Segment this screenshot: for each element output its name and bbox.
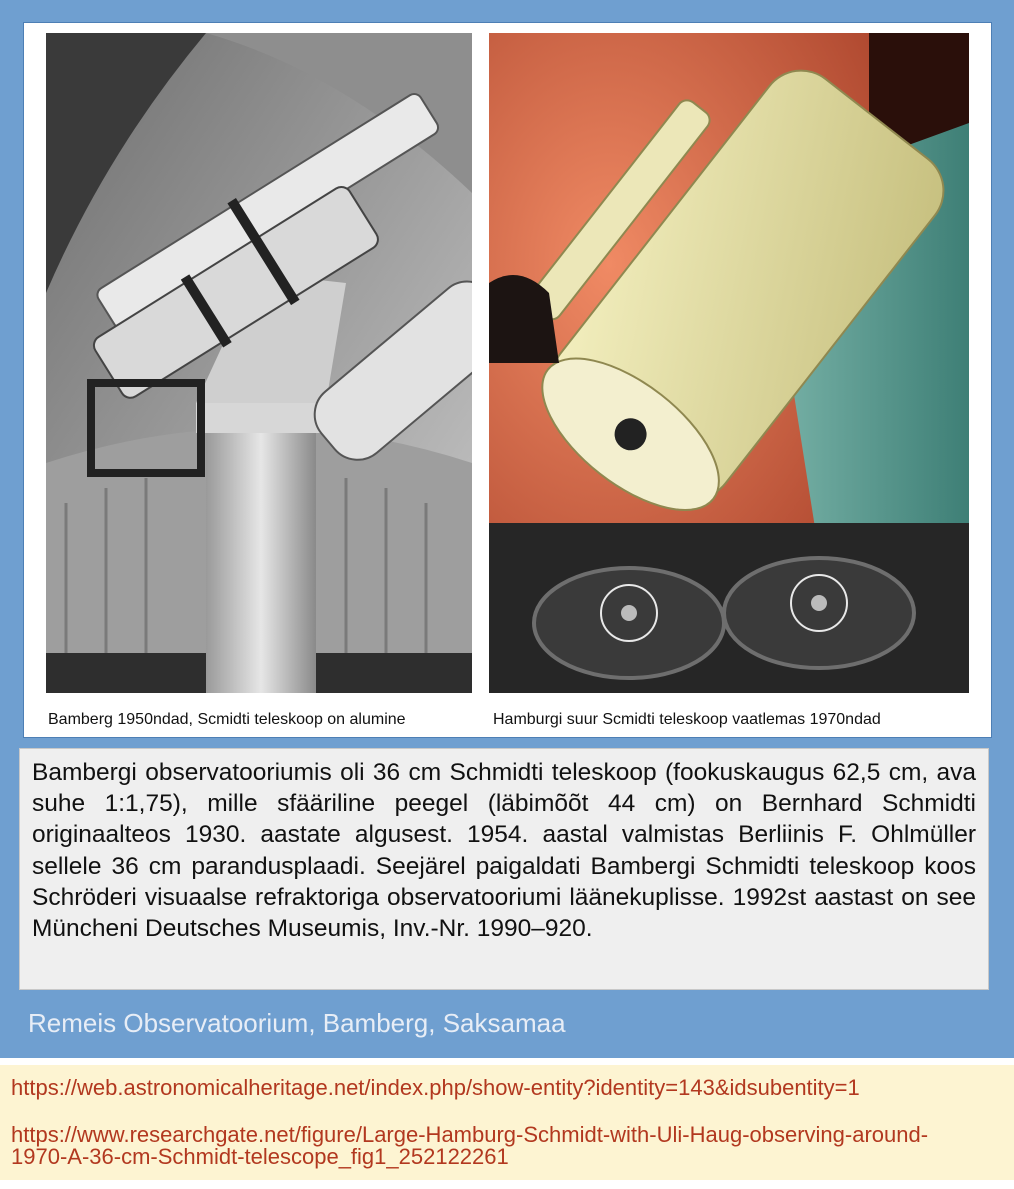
description-box xyxy=(19,748,989,990)
description-text: Bambergi observatooriumis oli 36 cm Schmidti teleskoop (fookuskaugus 62,5 cm, ava suhe 1:1,75), mille sfääriline peegel (läbimõõt 44 cm) on Bernhard Schmidti originaalteos 1930. aastate algusest. 1954. aastal valmistas Berliinis F. Ohlmüller sellele 36 cm parandusplaadi. Seejärel paigaldati Bambergi Schmidti teleskoop koos Schröderi visuaalse refraktoriga observatooriumi läänekuplisse. 1992st aastast on see Müncheni Deutsches Museumis, Inv.-Nr. 1990–920. xyxy=(32,759,976,943)
sources-section xyxy=(0,1065,1014,1180)
bamberg-telescope-image xyxy=(46,33,472,693)
source-link-astronomicalheritage[interactable]: https://web.astronomicalheritage.net/index.php/show-entity?identity=143&idsubentity=1 xyxy=(11,1075,860,1100)
bamberg-telescope-photo xyxy=(46,33,472,693)
hamburg-telescope-image xyxy=(489,33,969,693)
photo-frame xyxy=(23,22,992,738)
photo-caption-hamburg: Hamburgi suur Scmidti teleskoop vaatlemas 1970ndad xyxy=(493,711,881,728)
photo-caption-bamberg: Bamberg 1950ndad, Scmidti teleskoop on alumine xyxy=(48,711,406,728)
hamburg-telescope-photo xyxy=(489,33,969,693)
location-label: Remeis Observatoorium, Bamberg, Saksamaa xyxy=(28,1008,566,1038)
source-link-researchgate[interactable]: https://www.researchgate.net/figure/Large-Hamburg-Schmidt-with-Uli-Haug-observing-around-1970-A-36-cm-Schmidt-telescope_fig1_252122261 xyxy=(11,1122,929,1169)
